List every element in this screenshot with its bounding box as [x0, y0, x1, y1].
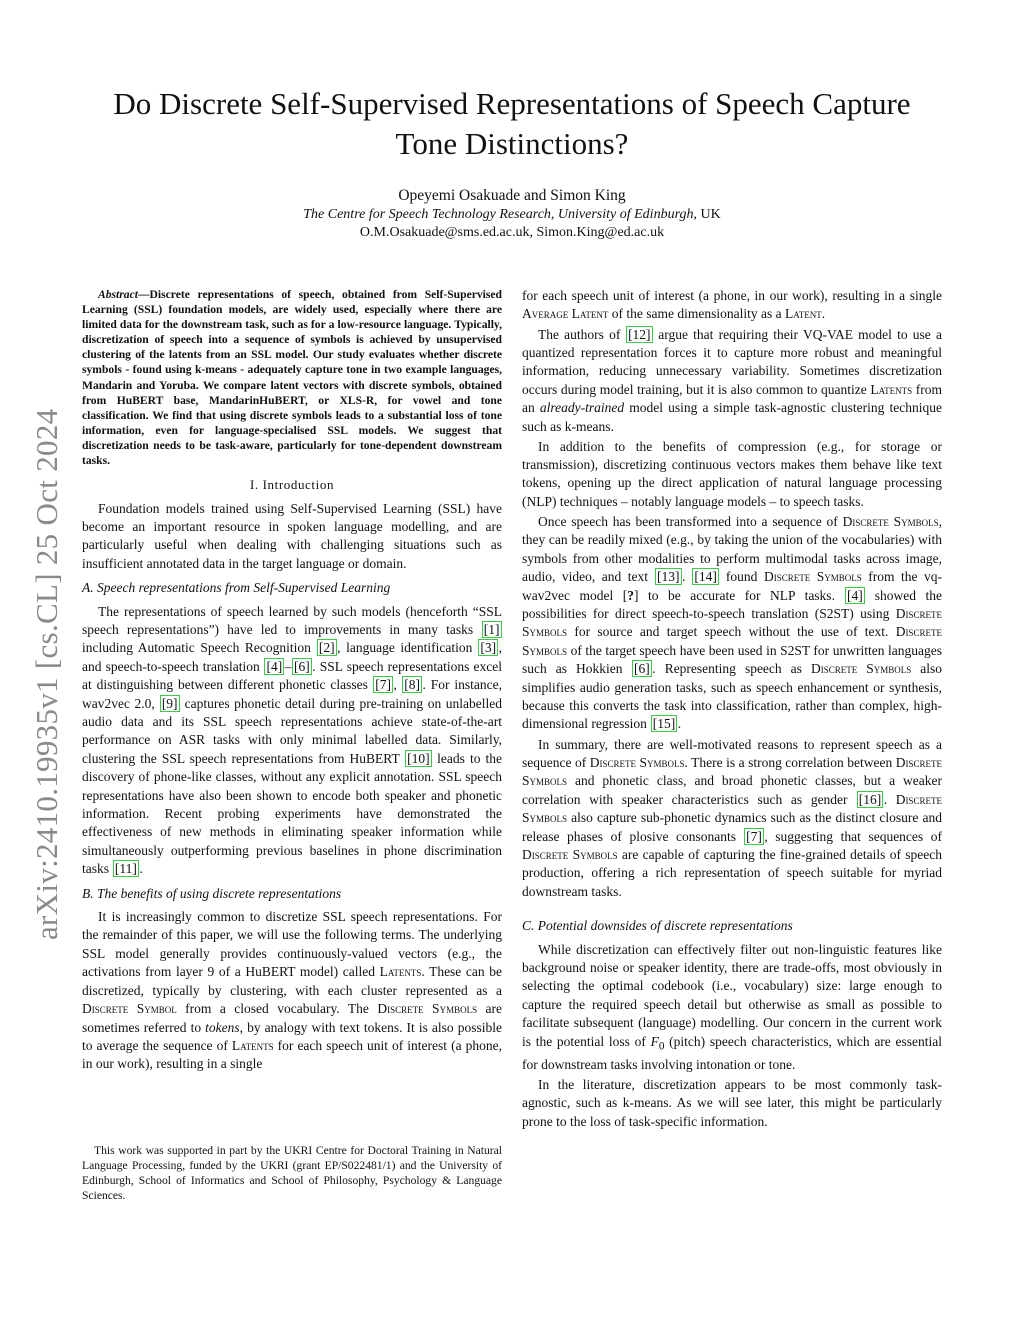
citation-link[interactable]: [4]	[846, 587, 863, 603]
multimodal-paragraph: Once speech has been transformed into a sequence of Discrete Symbols, they can be readily mixed (e.g., by taking the union of the vocabularies) with symbols from other modalities to perform multimodal tasks across image, audio, video, and text [13] . [14] found Discrete Symbols from the vq-wav2vec model [?] to be accurate for NLP tasks. [4] showed the possibilities for direct speech-to-speech translation (S2ST) using Discrete Symbols for source and target speech without the use of text. Discrete Symbols of the target speech have been used in S2ST for unwritten languages such as Hokkien [6] . Representing speech as Discrete Symbols also simplifies audio generation tasks, such as speech enhancement or synthesis, because this converts the task into classification, rather than complex, high-dimensional regression [15] .	[522, 513, 943, 732]
citation-link[interactable]: [12]	[628, 326, 651, 342]
citation-link[interactable]: [3]	[480, 640, 497, 656]
citation-link[interactable]: [1]	[483, 621, 500, 637]
author-emails: O.M.Osakuade@sms.ed.ac.uk, Simon.King@ed.ac.uk	[359, 225, 665, 240]
citation-link[interactable]: [7]	[746, 828, 762, 844]
footnote: This work was supported in part by the UKRI Centre for Doctoral Training in Natural Language Processing, funded by the UKRI (grant EP/S022481/1) and the University of Edinburgh, School of Informatics and School of Philosophy, Psychology & Language Sciences.	[82, 1144, 502, 1202]
citation-link[interactable]: [9]	[161, 695, 178, 711]
citation-link[interactable]: [6]	[634, 661, 650, 677]
citation-link[interactable]: [6]	[293, 658, 310, 674]
discretization-paragraph-continued: for each speech unit of interest (a phone, in our work), resulting in a single Average Latent of the same dimensionality as a Latent.	[522, 288, 942, 322]
citation-link[interactable]: [10]	[407, 750, 430, 766]
compression-paragraph: In addition to the benefits of compression (e.g., for storage or transmission), discretizing continuous vectors makes them behave like text tokens, opening up the direct application of natural language processing (NLP) techniques – notably language models – to speech tasks.	[522, 438, 942, 509]
subsection-heading-a: A. Speech representations from Self-Supervised Learning	[82, 580, 391, 596]
authors: Opeyemi Osakuade and Simon King	[398, 187, 626, 204]
intro-paragraph: Foundation models trained using Self-Supervised Learning (SSL) have become an important resource in spoken language modelling, and are particularly useful when dealing with challenging situations such as insufficient annotated data in the target language or domain.	[82, 500, 502, 571]
citation-link[interactable]: [15]	[652, 716, 676, 732]
literature-paragraph: In the literature, discretization appears to be most commonly task-agnostic, such as k-means. As we will see later, this might be particularly prone to the loss of task-specific information.	[522, 1076, 942, 1129]
downsides-paragraph: While discretization can effectively filter out non-linguistic features like background noise or speaker identity, there are trade-offs, most obviously in selecting the optimal codebook (i.e., vocabulary) size: large enough to capture the required speech detail but otherwise as small as possible to facilitate subsequent (language) modelling. Our concern in the current work is the potential loss of $F_0$ (pitch) speech characteristics, which are essential for downstream tasks involving intonation or tone.	[522, 941, 942, 1072]
right-column	[522, 287, 942, 1133]
citation-link[interactable]: [7]	[375, 677, 391, 693]
subsection-heading-c: C. Potential downsides of discrete representations	[522, 918, 793, 934]
summary-paragraph: In summary, there are well-motivated reasons to represent speech as a sequence of Discrete Symbols. There is a strong correlation between Discrete Symbols and phonetic class, and broad phonetic classes, but a weaker correlation with speaker characteristics such as gender [16] . Discrete Symbols also capture sub-phonetic dynamics such as the distinct closure and release phases of plosive consonants [7] , suggesting that sequences of Discrete Symbols are capable of capturing the fine-grained details of speech production, offering a rich representation of speech suitable for myriad downstream tasks.	[522, 736, 943, 899]
arxiv-identifier: arXiv:2410.19935v1 [cs.CL] 25 Oct 2024	[29, 408, 64, 940]
citation-link[interactable]: [11]	[114, 861, 137, 877]
unresolved-citation: ?	[627, 587, 635, 603]
section-heading-introduction: I. Introduction	[249, 477, 335, 493]
citation-link[interactable]: [8]	[404, 677, 420, 693]
vqvae-paragraph: The authors of [12] argue that requiring their VQ-VAE model to use a quantized representation forces it to capture more robust and meaningful information, reducing unnecessary variability. Sometimes discretization occurs during model training, but it is also common to quantize Latents from an already-trained model using a simple task-agnostic clustering technique such as k-means.	[522, 326, 943, 434]
abstract	[82, 287, 502, 468]
affiliation-institution: The Centre for Speech Technology Research, University of Edinburgh	[303, 207, 694, 222]
citation-link[interactable]: [2]	[318, 640, 335, 656]
citation-link[interactable]: [16]	[858, 791, 882, 807]
paper-title: Do Discrete Self-Supervised Representations of Speech Capture Tone Distinctions?	[113, 86, 911, 161]
affiliation-country: , UK	[693, 207, 721, 222]
discretization-paragraph-start: It is increasingly common to discretize SSL speech representations. For the remainder of this paper, we will use the following terms. The underlying SSL model generally provides continuously-valued vectors (e.g., the activations from layer 9 of a HuBERT model) called Latents. These can be discretized, typically by clustering, with each cluster represented as a Discrete Symbol from a closed vocabulary. The Discrete Symbols are sometimes referred to tokens, by analogy with text tokens. It is also possible to average the sequence of Latents for each speech unit of interest (a phone, in our work), resulting in a single	[82, 909, 503, 1072]
ssl-paragraph: The representations of speech learned by such models (henceforth “SSL speech representations”) have led to improvements in many tasks [1] including Automatic Speech Recognition [2] , language identification [3] , and speech-to-speech translation [4] – [6] . SSL speech representations excel at distinguishing between different phonetic classes [7] , [8] . For instance, wav2vec 2.0, [9] captures phonetic detail during pre-training on unlabelled audio data and its SSL speech representations achieve state-of-the-art performance on ASR tasks with only minimal labelled data. Similarly, clustering the SSL speech representations from HuBERT [10] leads to the discovery of phone-like classes, without any explicit annotation. SSL speech representations have also been shown to encode both speaker and phonetic information. Recent probing experiments have demonstrated the effectiveness of new methods in eliminating speaker information while simultaneously outperforming previous baselines in phone discrimination tasks [11] .	[82, 603, 502, 877]
subsection-heading-b: B. The benefits of using discrete representations	[82, 885, 342, 901]
citation-link[interactable]: [14]	[694, 569, 717, 585]
abstract-text: —Discrete representations of speech, obtained from Self-Supervised Learning (SSL) foundation models, are widely used, especially where there are limited data for the downstream task, such as for a low-resource language. Typically, discretization of speech into a sequence of symbols is achieved by unsupervised clustering of the latents from an SSL model. Our study evaluates whether discrete symbols - found using k-means - adequately capture tone in two example languages, Mandarin and Yoruba. We compare latent vectors with discrete symbols, obtained from HuBERT base, MandarinHuBERT, or XLS-R, for vowel and tone classification. We find that using discrete symbols leads to a substantial loss of tone information, even for language-specialised SSL models. We suggest that discretization needs to be task-aware, particularly for tone-dependent downstream tasks.	[82, 288, 502, 468]
abstract-label: Abstract	[98, 288, 138, 301]
citation-link[interactable]: [4]	[266, 658, 283, 674]
affiliation	[150, 206, 874, 224]
citation-link[interactable]: [13]	[657, 569, 680, 585]
left-column	[82, 287, 502, 1075]
